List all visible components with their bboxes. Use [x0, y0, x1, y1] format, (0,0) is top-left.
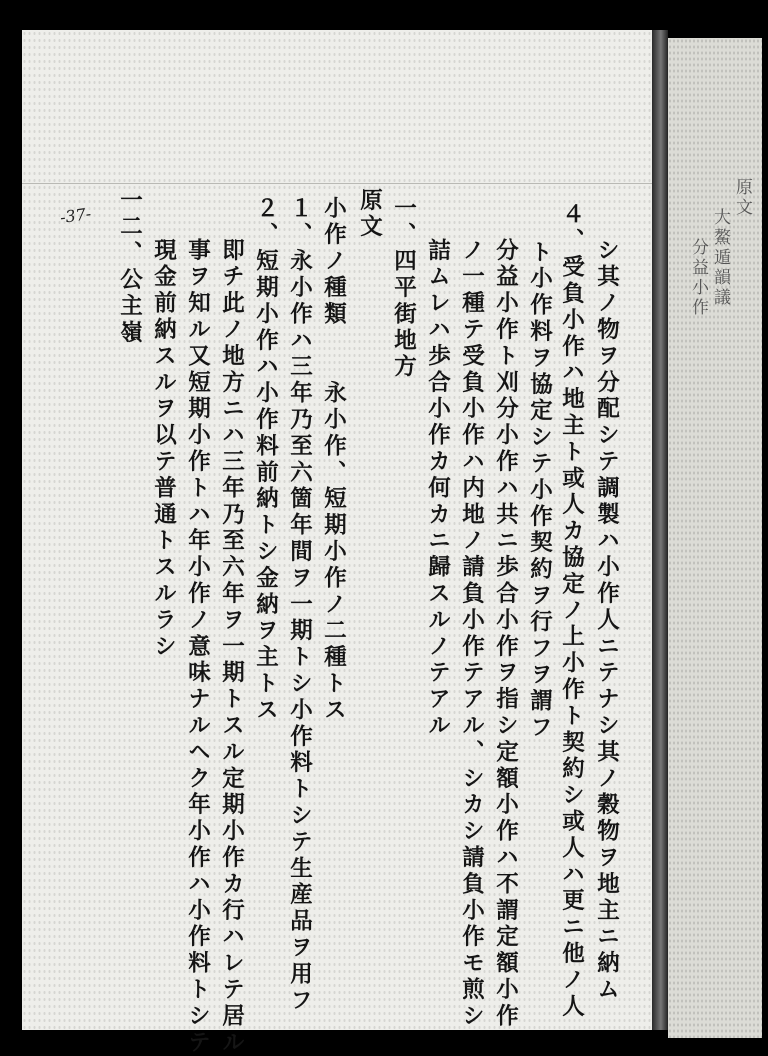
subheading: 原文 [356, 188, 383, 241]
text-column: 即チ此ノ地方ニハ三年乃至六年ヲ一期トスル定期小作カ行ハレテ居ル [218, 238, 245, 1056]
text-column: 小作ノ種類 永小作、短期小作ノ二種トス [320, 196, 347, 724]
adjacent-page-column: 原文 [732, 178, 752, 218]
text-column: 詰ムレハ歩合小作カ何カニ歸スルノテアル [424, 238, 451, 740]
text-column: ４、受負小作ハ地主ト或人カ協定ノ上小作ト契約シ或人ハ更ニ他ノ人 [558, 202, 585, 1021]
text-column: シ其ノ物ヲ分配シテ調製ハ小作人ニテナシ其ノ穀物ヲ地主ニ納ム [593, 238, 620, 1004]
text-column: １、永小作ハ三年乃至六箇年間ヲ一期トシ小作料トシテ生産品ヲ用フ [286, 196, 313, 1015]
page-number: -37- [58, 203, 93, 228]
section-heading: 一、四平街地方 [390, 196, 417, 381]
section-heading: 一二、公主嶺 [116, 188, 143, 347]
text-column: ノ一種テ受負小作ハ内地ノ請負小作テアル、シカシ請負小作モ煎シ [458, 238, 485, 1030]
adjacent-page [668, 38, 762, 1038]
text-column: 現金前納スルヲ以テ普通トスルラシ [150, 238, 177, 661]
book-gutter [652, 30, 668, 1030]
adjacent-page-column: 分益小作 [688, 238, 708, 318]
text-column: 事ヲ知ル又短期小作トハ年小作ノ意味ナルヘク年小作ハ小作料トシテ [184, 238, 211, 1056]
page-fold-line [22, 183, 658, 184]
text-column: ２、短期小作ハ小作料前納トシ金納ヲ主トス [252, 196, 279, 724]
adjacent-page-column: 大鰲遁韻議 [710, 208, 730, 308]
text-column: 分益小作ト刈分小作ハ共ニ歩合小作ヲ指シ定額小作ハ不謂定額小作 [492, 238, 519, 1030]
text-column: ト小作料ヲ協定シテ小作契約ヲ行フヲ謂フ [526, 240, 553, 742]
